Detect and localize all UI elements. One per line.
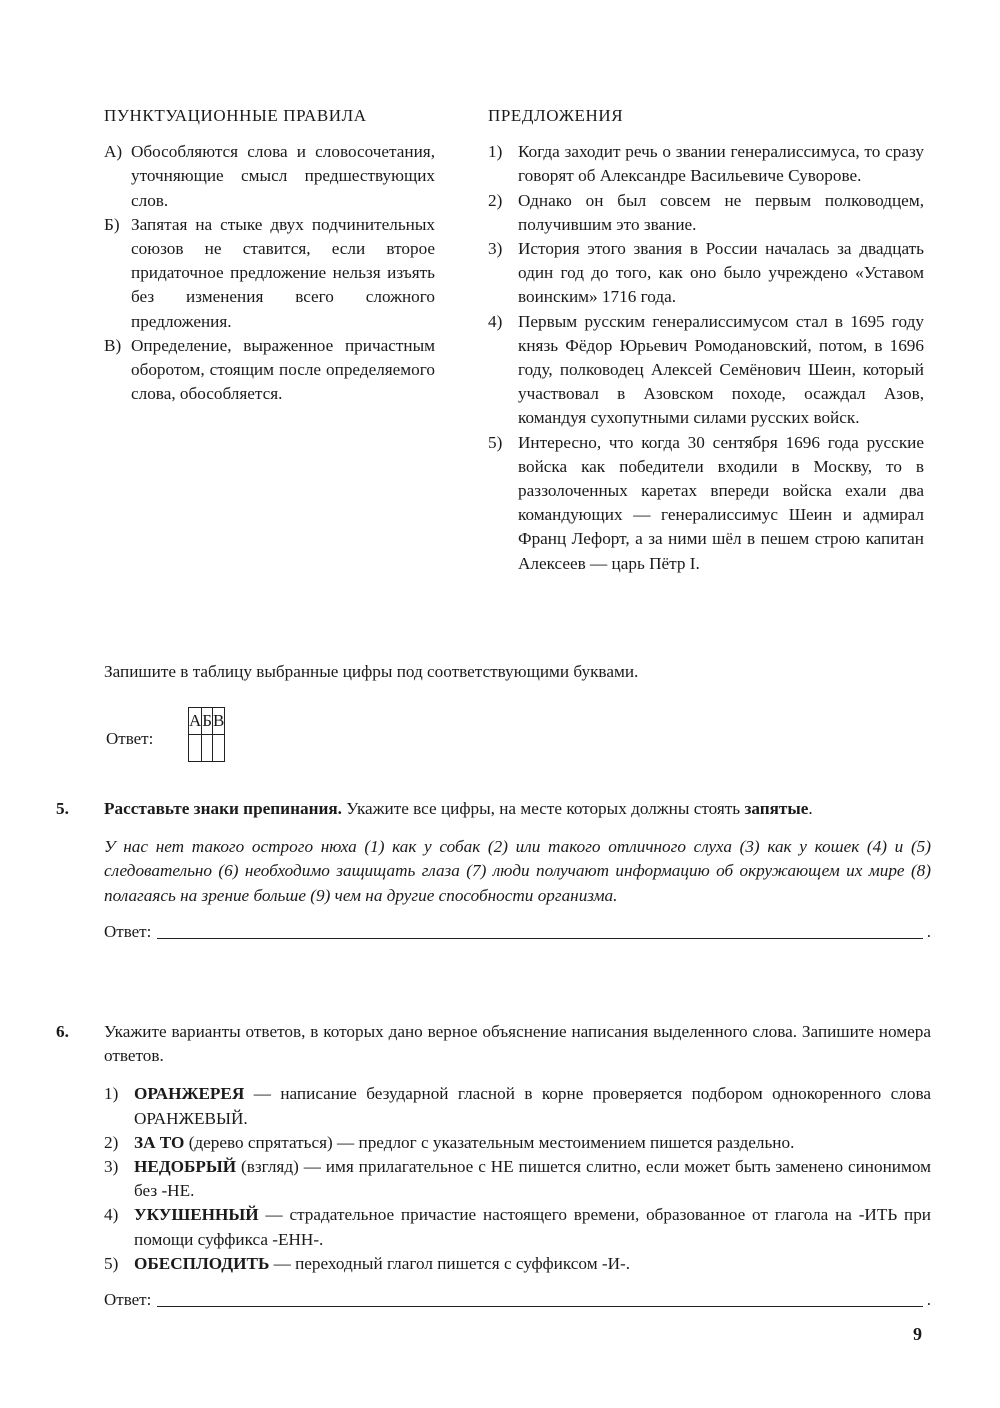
- answer-table-header-a: А: [189, 708, 202, 735]
- task-5-prompt-mid: Укажите все цифры, на месте которых должны стоять: [341, 799, 745, 818]
- rule-marker: А): [104, 142, 123, 162]
- task-5-answer-input[interactable]: [157, 937, 922, 939]
- page-number: 9: [913, 1324, 922, 1344]
- rule-text: Определение, выраженное причастным оборотом, стоящим после определяемого слова, обособляется.: [131, 335, 435, 404]
- rules-heading: ПУНКТУАЦИОННЫЕ ПРАВИЛА: [104, 106, 367, 125]
- option-keyword: ОРАНЖЕРЕЯ: [134, 1084, 245, 1104]
- sentence-text: Когда заходит речь о звании генералиссимуса, то сразу говорят об Александре Васильевиче Суворове.: [518, 142, 924, 186]
- sentence-marker: 4): [488, 311, 503, 331]
- option-marker: 3): [104, 1157, 119, 1177]
- sentence-item: [488, 431, 924, 576]
- answer-table-label: Ответ:: [106, 729, 154, 748]
- sentence-marker: 5): [488, 432, 503, 452]
- answer-table-header-v: В: [213, 708, 225, 735]
- rule-text: Запятая на стыке двух подчинительных союзов не ставится, если второе придаточное предложение нельзя изъять без изменения всего сложного предложения.: [131, 214, 435, 331]
- sentence-marker: 3): [488, 239, 503, 259]
- task-6-number: 6.: [56, 1022, 69, 1041]
- answer-table: [188, 707, 225, 762]
- sentence-item: [488, 189, 924, 237]
- task-5-body: [104, 797, 931, 944]
- rule-marker: Б): [104, 214, 120, 234]
- task-5-prompt-bold: Расставьте знаки препинания.: [104, 799, 342, 818]
- task-5-answer-label: Ответ:: [104, 921, 152, 941]
- task-6-body: [104, 1020, 931, 1312]
- sentence-text: Первым русским генералиссимусом стал в 1695 году князь Фёдор Юрьевич Ромодановский, потом, в 1696 году, полководец Алексей Семёнович Шеин, который участвовал в Азовском походе, осаждал Азов, командуя сухопутными силами русских войск.: [518, 311, 924, 428]
- option-keyword: ЗА ТО: [134, 1132, 185, 1152]
- answer-table-header-b: Б: [202, 708, 213, 735]
- option-text: (дерево спрятаться) — предлог с указательным местоимением пишется раздельно.: [184, 1132, 795, 1152]
- option-keyword: УКУШЕННЫЙ: [134, 1205, 259, 1225]
- task-6-answer-label: Ответ:: [104, 1290, 152, 1310]
- rule-item: [104, 140, 435, 213]
- rule-item: [104, 213, 435, 334]
- punctuation-rules-column: [104, 104, 435, 406]
- rule-marker: В): [104, 335, 122, 355]
- rule-text: Обособляются слова и словосочетания, уточняющие смысл предшествующих слов.: [131, 142, 435, 210]
- option-text: — написание безударной гласной в корне проверяется подбором однокоренного слова ОРАНЖЕВЫЙ.: [134, 1084, 931, 1128]
- option-keyword: ОБЕСПЛОДИТЬ: [134, 1253, 270, 1273]
- option-text: — переходный глагол пишется с суффиксом -И-.: [269, 1253, 631, 1273]
- task-6-answer-input[interactable]: [157, 1305, 922, 1307]
- sentence-item: [488, 310, 924, 431]
- task-6-option: [104, 1252, 931, 1276]
- option-marker: 1): [104, 1084, 119, 1104]
- task-6-option: [104, 1131, 931, 1155]
- rule-item: [104, 334, 435, 407]
- task-6-answer-line: [104, 1288, 931, 1312]
- sentence-item: [488, 237, 924, 310]
- option-marker: 4): [104, 1205, 119, 1225]
- option-marker: 5): [104, 1253, 119, 1273]
- task-5-prompt-end: .: [808, 799, 813, 818]
- option-marker: 2): [104, 1132, 119, 1152]
- task-5-answer-end: .: [926, 921, 931, 941]
- task-5-number: 5.: [56, 799, 69, 818]
- task-6-answer-end: .: [926, 1290, 931, 1310]
- task-5-answer-line: [104, 920, 931, 944]
- sentence-marker: 1): [488, 142, 503, 162]
- task-5-prompt: [104, 797, 931, 821]
- task-5: [56, 797, 931, 944]
- sentence-text: Однако он был совсем не первым полководцем, получившим это звание.: [518, 190, 924, 234]
- option-keyword: НЕДОБРЫЙ: [134, 1157, 237, 1177]
- sentence-item: [488, 140, 924, 188]
- sentence-marker: 2): [488, 190, 503, 210]
- task-6-option: [104, 1203, 931, 1251]
- task-5-prompt-bold-end: запятые: [744, 799, 809, 818]
- task-5-sentence: У нас нет такого острого нюха (1) как у собак (2) или такого отличного слуха (3) как у кошек (4) и (5) следовательно (6) необходимо защищать глаза (7) люди получают информацию об окружающем их мире (8) полагаясь на зрение больше (9) чем на другие способности организма.: [104, 837, 931, 905]
- task-6-option: [104, 1082, 931, 1130]
- answer-cell-a[interactable]: [189, 735, 202, 762]
- sentences-column: [488, 104, 924, 576]
- sentences-heading: ПРЕДЛОЖЕНИЯ: [488, 106, 624, 125]
- task-6-prompt: Укажите варианты ответов, в которых дано верное объяснение написания выделенного слова. Запишите номера ответов.: [104, 1022, 931, 1066]
- sentence-text: История этого звания в России началась за двадцать один год до того, как оно было учреждено «Уставом воинским» 1716 года.: [518, 239, 924, 307]
- answer-cell-b[interactable]: [202, 735, 213, 762]
- task-6-option: [104, 1155, 931, 1203]
- option-text: — страдательное причастие настоящего времени, образованное от глагола на -ИТЬ при помощи суффикса -ЕНН-.: [134, 1205, 931, 1249]
- task-6: [56, 1020, 931, 1312]
- option-text: (взгляд) — имя прилагательное с НЕ пишется слитно, если может быть заменено синонимом без -НЕ.: [134, 1157, 931, 1201]
- table-instruction: Запишите в таблицу выбранные цифры под соответствующими буквами.: [104, 662, 639, 681]
- answer-cell-v[interactable]: [213, 735, 225, 762]
- task-6-options: [104, 1082, 931, 1276]
- sentence-text: Интересно, что когда 30 сентября 1696 года русские войска как победители входили в Москву, то в раззолоченных каретах впереди войска ехали два командующих — генералиссимус Шеин и адмирал Франц Лефорт, а за ними шёл в пешем строю капитан Алексеев — царь Пётр I.: [518, 432, 924, 573]
